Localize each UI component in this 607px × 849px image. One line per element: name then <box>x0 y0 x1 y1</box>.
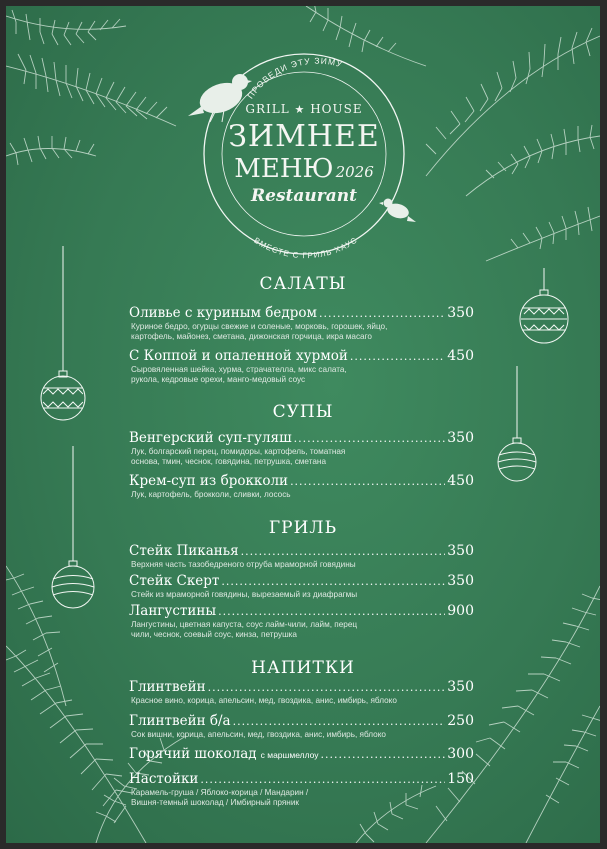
menu-item <box>129 771 474 808</box>
item-description: Стейк из мраморной говядины, вырезаемый из диафрагмы <box>131 590 358 599</box>
menu-year: 2026 <box>335 163 374 181</box>
menu-item <box>129 430 474 467</box>
menu-emblem <box>192 54 416 254</box>
item-price: 350 <box>447 305 474 321</box>
menu-item <box>129 305 474 342</box>
section-title-salads: САЛАТЫ <box>259 274 347 294</box>
item-description: Лук, картофель, брокколи, сливки, лосось <box>131 490 291 499</box>
leader-dots <box>208 680 446 696</box>
brand-left: GRILL <box>245 102 290 116</box>
item-price: 350 <box>447 430 474 446</box>
leader-dots <box>221 574 445 590</box>
item-price: 450 <box>447 348 474 364</box>
restaurant-script: Restaurant <box>251 186 357 206</box>
item-price: 350 <box>447 543 474 559</box>
item-description: Сыровяленная шейка, хурма, страчателла, микс салата, рукола, кедровые орехи, манго-медовый соус <box>131 365 347 384</box>
leader-dots <box>241 544 446 560</box>
item-description: Лук, болгарский перец, помидоры, картофель, томатная основа, тмин, чеснок, говядина, петрушка, сметана <box>131 447 346 466</box>
emblem-arc-bottom-text: ВМЕСТЕ С ГРИЛЬ ХАУС <box>252 235 360 261</box>
menu-title-line2 <box>192 154 416 187</box>
leader-dots <box>200 772 445 788</box>
item-price: 350 <box>447 573 474 589</box>
leader-dots <box>233 714 446 730</box>
menu-item <box>129 473 474 500</box>
item-name: Глинтвейн б/а <box>129 713 231 729</box>
item-name: Стейк Скерт <box>129 573 220 589</box>
section-title-drinks: НАПИТКИ <box>251 658 355 678</box>
item-description: Сок вишни, корица, апельсин, мед, гвоздика, анис, имбирь, яблоко <box>131 730 386 739</box>
item-description: Красное вино, корица, апельсин, мед, гвоздика, анис, имбирь, яблоко <box>131 696 397 705</box>
section-title-grill: ГРИЛЬ <box>268 518 338 538</box>
item-name: Настойки <box>129 771 199 787</box>
item-name: Оливье с куриным бедром <box>129 305 317 321</box>
leader-dots <box>290 474 445 490</box>
item-description: Карамель-груша / Яблоко-корица / Мандарин / Вишня-темный шоколад / Имбирный пряник <box>131 788 309 807</box>
brand-right: HOUSE <box>310 102 363 116</box>
item-note: с маршмеллоу <box>260 750 319 760</box>
leader-dots <box>319 306 445 322</box>
item-price: 350 <box>447 679 474 695</box>
brand-line <box>192 102 416 116</box>
item-name: Крем-суп из брокколи <box>129 473 289 489</box>
leader-dots <box>321 747 446 763</box>
item-price: 450 <box>447 473 474 489</box>
item-price: 150 <box>447 771 474 787</box>
item-name: Горячий шоколад <box>129 746 257 762</box>
item-name: Глинтвейн <box>129 679 206 695</box>
item-name: Венгерский суп-гуляш <box>129 430 292 446</box>
menu-title-line1: ЗИМНЕЕ <box>228 119 380 154</box>
star-icon: ★ <box>294 103 306 116</box>
menu-item <box>129 573 474 600</box>
item-name: С Коппой и опаленной хурмой <box>129 348 348 364</box>
menu-item <box>129 603 474 640</box>
menu-item <box>129 543 474 570</box>
menu-item <box>129 679 474 706</box>
item-name: Стейк Пиканья <box>129 543 239 559</box>
item-description: Лангустины, цветная капуста, соус лайм-чили, лайм, перец чили, чеснок, соевый соус, кинза, петрушка <box>131 620 358 639</box>
menu-item <box>129 746 474 763</box>
leader-dots <box>350 349 445 365</box>
menu-item <box>129 713 474 740</box>
leader-dots <box>294 431 446 447</box>
item-price: 300 <box>447 746 474 762</box>
item-name: Лангустины <box>129 603 217 619</box>
leader-dots <box>218 604 445 620</box>
item-price: 900 <box>447 603 474 619</box>
item-description: Куриное бедро, огурцы свежие и соленые, морковь, горошек, яйцо, картофель, майонез, сметана, дижонская горчица, икра масаго <box>131 322 388 341</box>
menu-item <box>129 348 474 385</box>
item-price: 250 <box>447 713 474 729</box>
menu-title-word: МЕНЮ <box>234 154 334 184</box>
emblem-arc-top-text: ПРОВЕДИ ЭТУ ЗИМУ <box>245 55 344 101</box>
section-title-soups: СУПЫ <box>272 402 334 422</box>
item-description: Верхняя часть тазобедреного отруба мраморной говядины <box>131 560 356 569</box>
menu-page <box>6 6 600 843</box>
